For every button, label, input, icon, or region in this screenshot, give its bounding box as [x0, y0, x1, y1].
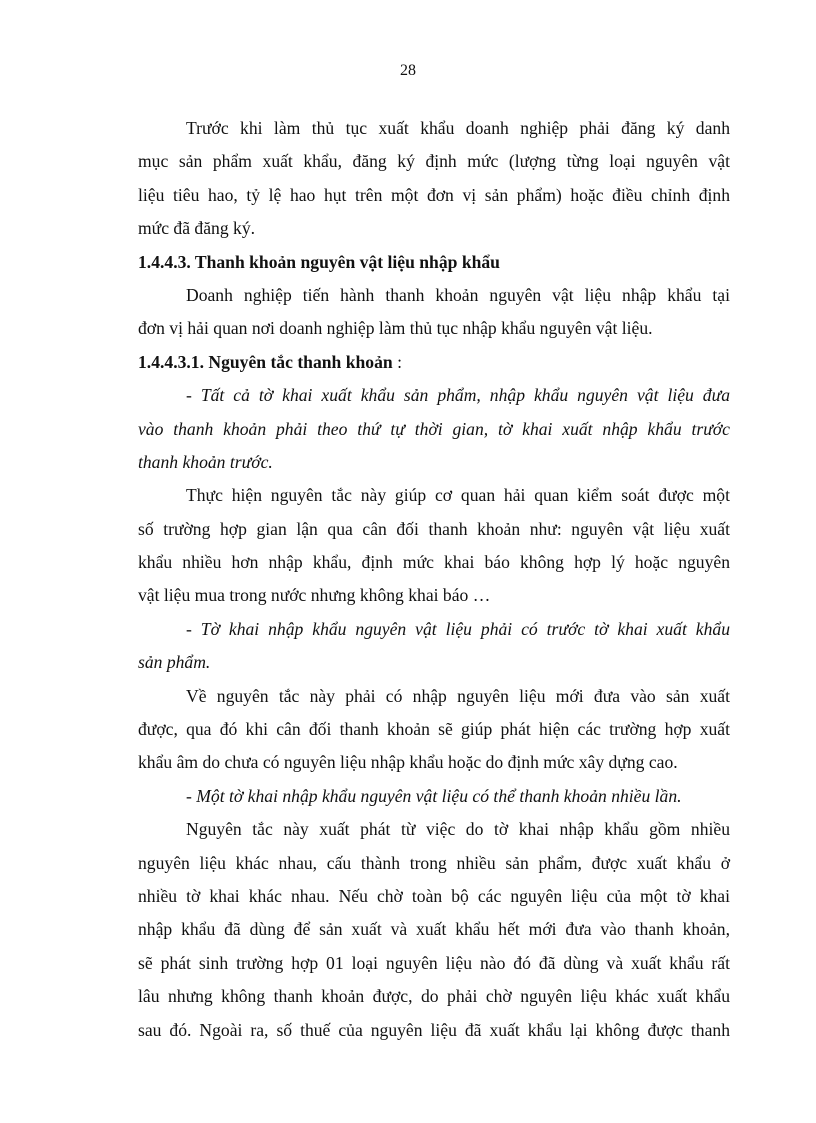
text-line: đơn vị hải quan nơi doanh nghiệp làm thủ tục nhập khẩu nguyên vật liệu.	[138, 318, 653, 339]
text-line: Trước khi làm thủ tục xuất khẩu doanh nghiệp phải đăng ký danh	[186, 118, 730, 138]
text-line: được, qua đó khi cân đối thanh khoản sẽ giúp phát hiện các trường hợp xuất	[138, 719, 730, 740]
page-number: 28	[400, 62, 416, 79]
text-line: liệu tiêu hao, tỷ lệ hao hụt trên một đơn vị sản phẩm) hoặc điều chỉnh định	[138, 184, 730, 205]
text-line: Nguyên tắc này xuất phát từ việc do tờ khai nhập khẩu gồm nhiều	[186, 819, 730, 840]
rule-line: - Một tờ khai nhập khẩu nguyên vật liệu có thể thanh khoản nhiều lần.	[186, 785, 682, 806]
rule-line: thanh khoản trước.	[138, 451, 273, 472]
rule-line: - Tất cả tờ khai xuất khẩu sản phẩm, nhập khẩu nguyên vật liệu đưa	[186, 385, 730, 406]
text-line: lâu nhưng không thanh khoản được, do phải chờ nguyên liệu khác xuất khẩu	[138, 986, 730, 1007]
rule-line: sản phẩm.	[138, 652, 211, 673]
rule-line: - Tờ khai nhập khẩu nguyên vật liệu phải có trước tờ khai xuất khẩu	[186, 618, 730, 639]
text-line: khẩu nhiều hơn nhập khẩu, định mức khai báo không hợp lý hoặc nguyên	[138, 552, 730, 573]
text-line: khẩu âm do chưa có nguyên liệu nhập khẩu hoặc do định mức xây dựng cao.	[138, 752, 678, 773]
text-line: sau đó. Ngoài ra, số thuế của nguyên liệu đã xuất khẩu lại không được thanh	[138, 1019, 730, 1040]
text-line: vật liệu mua trong nước nhưng không khai báo …	[138, 585, 491, 606]
text-line: mức đã đăng ký.	[138, 218, 256, 239]
section-heading: 1.4.4.3. Thanh khoản nguyên vật liệu nhập khẩu	[138, 251, 500, 272]
rule-line: vào thanh khoản phải theo thứ tự thời gian, tờ khai xuất nhập khẩu trước	[138, 418, 730, 439]
text-line: nhiều tờ khai khác nhau. Nếu chờ toàn bộ các nguyên liệu của một tờ khai	[138, 885, 730, 906]
text-line: mục sản phẩm xuất khẩu, đăng ký định mức (lượng từng loại nguyên vật	[138, 151, 730, 172]
text-line: số trường hợp gian lận qua cân đối thanh khoản như: nguyên vật liệu xuất	[138, 518, 730, 539]
subsection-heading-title: 1.4.4.3.1. Nguyên tắc thanh khoản	[138, 351, 393, 372]
text-line: nguyên liệu khác nhau, cấu thành trong nhiều sản phẩm, được xuất khẩu ở	[138, 852, 730, 873]
text-line: Doanh nghiệp tiến hành thanh khoản nguyên vật liệu nhập khẩu tại	[186, 284, 730, 305]
text-line: Thực hiện nguyên tắc này giúp cơ quan hải quan kiểm soát được một	[186, 485, 730, 506]
subsection-heading-colon: :	[392, 351, 402, 372]
document-body	[138, 112, 730, 1047]
text-line: Về nguyên tắc này phải có nhập nguyên liệu mới đưa vào sản xuất	[186, 685, 730, 706]
text-line: nhập khẩu đã dùng để sản xuất và xuất khẩu hết mới đưa vào thanh khoản,	[138, 919, 730, 940]
text-line: sẽ phát sinh trường hợp 01 loại nguyên liệu nào đó đã dùng và xuất khẩu rất	[138, 952, 730, 973]
subsection-heading	[138, 346, 730, 379]
